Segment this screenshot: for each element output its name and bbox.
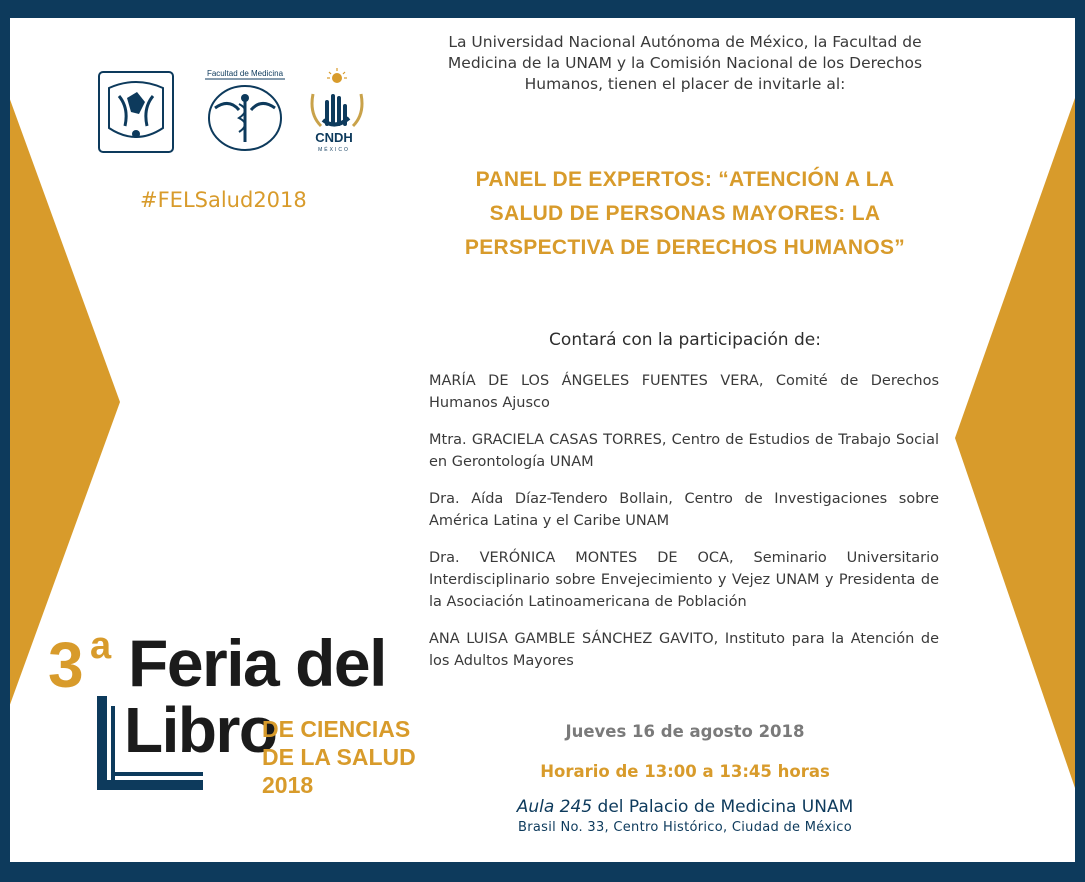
feria-del-libro-logo [40,608,440,808]
panel-title-line: PANEL DE EXPERTOS: “ATENCIÓN A LA [475,168,895,191]
invitation-card [10,18,1075,862]
venue-building: del Palacio de Medicina UNAM [592,797,854,817]
participant-item: ANA LUISA GAMBLE SÁNCHEZ GAVITO, Instituto para la Atención de los Adultos Mayores [429,631,939,669]
svg-text:MÉXICO: MÉXICO [318,147,350,153]
venue-room: Aula 245 [516,797,593,817]
panel-title-line: SALUD DE PERSONAS MAYORES: LA [489,202,881,225]
unam-crest-icon [95,68,177,156]
feria-word: Feria del [128,626,386,700]
participant-item: MARÍA DE LOS ÁNGELES FUENTES VERA, Comité de Derechos Humanos Ajusco [429,373,939,411]
participant-list [429,370,939,687]
facultad-medicina-crest-icon [199,68,291,156]
panel-title-line: PERSPECTIVA DE DERECHOS HUMANOS” [464,236,906,259]
edition-number: 3 [48,629,84,701]
panel-title [420,163,950,265]
book-mark-icon [97,696,107,788]
libro-word: Libro [124,694,277,766]
event-hashtag: #FELSalud2018 [140,188,307,212]
book-mark-icon [111,772,203,776]
event-address: Brasil No. 33, Centro Histórico, Ciudad de México [518,820,852,835]
svg-text:Facultad de Medicina: Facultad de Medicina [206,69,284,78]
event-venue [430,797,940,817]
book-mark-icon [111,706,115,780]
event-schedule: Horario de 13:00 a 13:45 horas [540,762,830,781]
cndh-logo-icon [303,68,365,156]
participant-item: Dra. VERÓNICA MONTES DE OCA, Seminario Universitario Interdisciplinario sobre Envejecimiento y Vejez UNAM y Presidenta de la Asociación Latinoamericana de Población [429,550,939,610]
institution-logos [95,68,365,158]
book-mark-icon [97,780,203,790]
feria-subtitle-line: DE LA SALUD [262,744,416,770]
invitation-intro: La Universidad Nacional Autónoma de México, la Facultad de Medicina de la UNAM y la Comisión Nacional de los Derechos Humanos, tienen el placer de invitarle al: [447,33,923,93]
svg-text:CNDH: CNDH [315,130,353,145]
right-gold-triangle [945,98,1075,788]
participant-item: Mtra. GRACIELA CASAS TORRES, Centro de Estudios de Trabajo Social en Gerontología UNAM [429,432,939,470]
participant-item: Dra. Aída Díaz-Tendero Bollain, Centro de Investigaciones sobre América Latina y el Caribe UNAM [429,491,939,529]
participation-heading: Contará con la participación de: [549,330,821,350]
event-date: Jueves 16 de agosto 2018 [565,722,805,741]
feria-year: 2018 [262,772,314,798]
edition-ordinal: a [90,625,112,667]
feria-subtitle-line: DE CIENCIAS [262,716,411,742]
